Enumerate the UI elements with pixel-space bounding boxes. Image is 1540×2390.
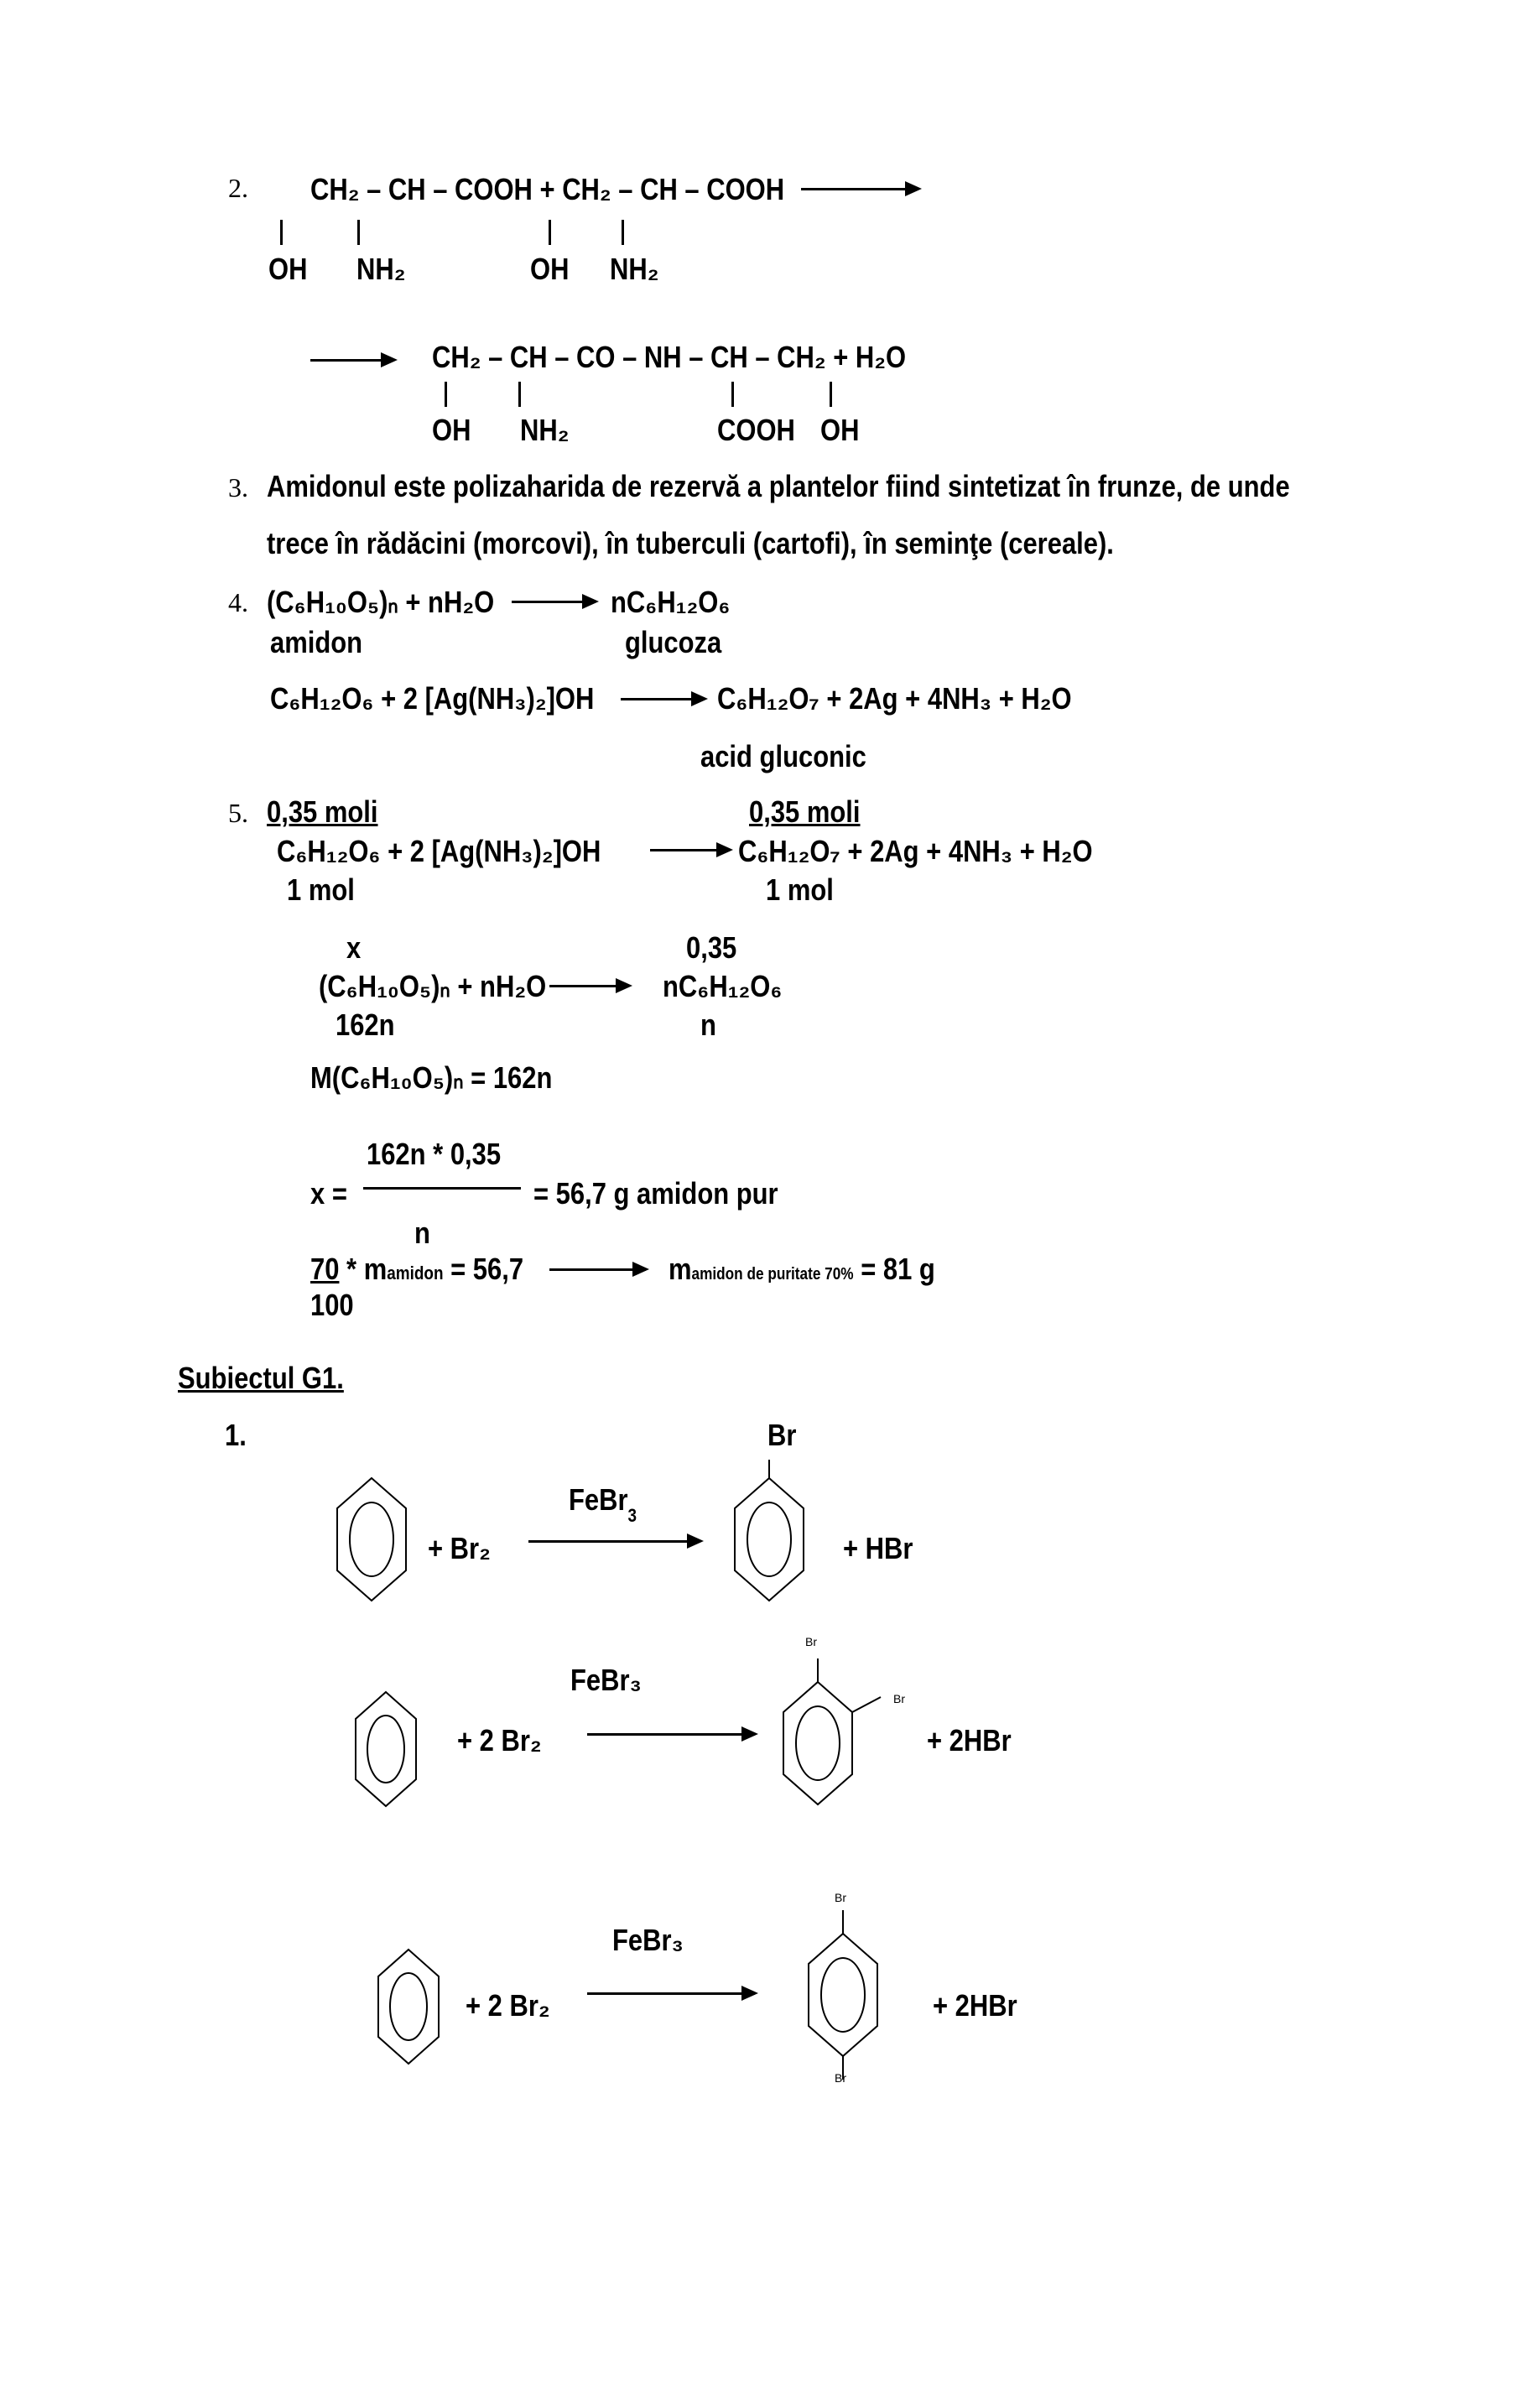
section-heading: Subiectul G1. bbox=[178, 1361, 344, 1395]
catalyst-febr3: FeBr₃ bbox=[612, 1923, 684, 1957]
result-subscript: amidon de puritate 70% bbox=[691, 1265, 854, 1284]
fraction-denominator: n bbox=[414, 1216, 430, 1250]
bond-line bbox=[445, 382, 447, 407]
reagent-2br2: + 2 Br₂ bbox=[457, 1723, 542, 1757]
hydrolysis-reactants: (C₆H₁₀O₅)ₙ + nH₂O bbox=[267, 585, 495, 619]
paragraph-line: trece în rădăcini (morcovi), în tuberculi (cartofi), în seminţe (cereale). bbox=[267, 526, 1114, 560]
purity-subscript: amidon bbox=[387, 1263, 444, 1284]
coefficient-n: n bbox=[700, 1008, 716, 1042]
dibromobenzene-para-icon bbox=[805, 1908, 881, 2085]
one-mol-left: 1 mol bbox=[287, 872, 355, 907]
bromobenzene-icon bbox=[731, 1460, 807, 1602]
unknown-x: x bbox=[346, 930, 362, 965]
substituent-cooh: COOH bbox=[717, 413, 795, 447]
reaction-2-products: CH₂ – CH – CO – NH – CH – CH₂ + H₂O bbox=[432, 340, 907, 374]
calc-reactants: C₆H₁₂O₆ + 2 [Ag(NH₃)₂]OH bbox=[277, 834, 601, 868]
benzene-ring-icon bbox=[375, 1948, 442, 2065]
label-acid-gluconic: acid gluconic bbox=[700, 739, 866, 773]
purity-100: 100 bbox=[310, 1288, 354, 1322]
fraction-bar bbox=[363, 1187, 521, 1190]
molar-mass: M(C₆H₁₀O₅)ₙ = 162n bbox=[310, 1060, 553, 1095]
catalyst-febr3: FeBr₃ bbox=[570, 1663, 642, 1697]
purity-70: 70 bbox=[310, 1252, 340, 1286]
substituent-oh: OH bbox=[432, 413, 471, 447]
bromine-label: Br bbox=[767, 1418, 797, 1452]
bromine-label-small: Br bbox=[805, 1635, 817, 1648]
result-eq: = 81 g bbox=[853, 1252, 935, 1286]
moles-left: 0,35 moli bbox=[267, 794, 378, 829]
reagent-2br2: + 2 Br₂ bbox=[466, 1988, 550, 2023]
product-hbr: + HBr bbox=[843, 1531, 913, 1565]
arrow-5c bbox=[549, 1268, 646, 1271]
product-2hbr: + 2HBr bbox=[927, 1723, 1012, 1757]
catalyst-text: FeBr bbox=[569, 1482, 628, 1517]
arrow-g1a bbox=[528, 1540, 700, 1543]
purity-equation bbox=[310, 1254, 523, 1284]
bromine-label-small: Br bbox=[893, 1692, 905, 1705]
item-number-2: 2. bbox=[228, 173, 248, 203]
bond-line bbox=[622, 220, 624, 245]
arrow-5a bbox=[650, 849, 730, 851]
label-amidon: amidon bbox=[270, 625, 363, 659]
value-035: 0,35 bbox=[686, 930, 737, 965]
reagent-br2: + Br₂ bbox=[428, 1531, 491, 1565]
tollens-reactants: C₆H₁₂O₆ + 2 [Ag(NH₃)₂]OH bbox=[270, 681, 595, 716]
benzene-ring-icon bbox=[334, 1476, 409, 1602]
substituent-oh: OH bbox=[820, 413, 860, 447]
calc-products: C₆H₁₂O₇ + 2Ag + 4NH₃ + H₂O bbox=[738, 834, 1093, 868]
substituent-oh: OH bbox=[268, 252, 308, 286]
paragraph-line: Amidonul este polizaharida de rezervă a plantelor fiind sintetizat în frunze, de unde bbox=[267, 469, 1290, 503]
hydrolysis-reactants-2: (C₆H₁₀O₅)ₙ + nH₂O bbox=[319, 969, 547, 1003]
catalyst-subscript: 3 bbox=[627, 1505, 637, 1526]
label-glucoza: glucoza bbox=[625, 625, 722, 659]
product-2hbr: + 2HBr bbox=[933, 1988, 1017, 2023]
arrow-5b bbox=[549, 985, 629, 987]
dibromobenzene-ortho-icon bbox=[780, 1657, 889, 1816]
purity-result bbox=[669, 1254, 935, 1284]
bromine-label-small: Br bbox=[835, 2071, 846, 2085]
bond-line bbox=[830, 382, 832, 407]
item-number-g1-1: 1. bbox=[225, 1418, 247, 1452]
bond-line bbox=[280, 220, 283, 245]
item-number-5: 5. bbox=[228, 798, 248, 828]
fraction-numerator: 162n * 0,35 bbox=[367, 1137, 502, 1171]
bond-line bbox=[518, 382, 521, 407]
catalyst-febr3 bbox=[569, 1482, 637, 1526]
purity-eq: = 56,7 bbox=[443, 1252, 524, 1286]
tollens-products: C₆H₁₂O₇ + 2Ag + 4NH₃ + H₂O bbox=[717, 681, 1072, 716]
item-number-3: 3. bbox=[228, 472, 248, 502]
substituent-nh2: NH₂ bbox=[356, 252, 406, 286]
arrow-2b bbox=[310, 359, 394, 362]
hydrolysis-product-2: nC₆H₁₂O₆ bbox=[663, 969, 783, 1003]
molar-162n: 162n bbox=[336, 1008, 395, 1042]
reaction-2-reactants: CH₂ – CH – COOH + CH₂ – CH – COOH bbox=[310, 172, 785, 206]
arrow-4b bbox=[621, 698, 705, 700]
x-equals: x = bbox=[310, 1176, 347, 1211]
substituent-nh2: NH₂ bbox=[610, 252, 659, 286]
result-m: m bbox=[669, 1252, 692, 1286]
substituent-nh2: NH₂ bbox=[520, 413, 570, 447]
bond-line bbox=[357, 220, 360, 245]
one-mol-right: 1 mol bbox=[766, 872, 834, 907]
arrow-4a bbox=[512, 601, 596, 603]
bond-line bbox=[549, 220, 551, 245]
result-pure-amidon: = 56,7 g amidon pur bbox=[533, 1176, 778, 1211]
arrow-g1c bbox=[587, 1992, 755, 1995]
benzene-ring-icon bbox=[352, 1690, 419, 1808]
purity-mid: * m bbox=[339, 1252, 388, 1286]
substituent-oh: OH bbox=[530, 252, 570, 286]
moles-right: 0,35 moli bbox=[749, 794, 861, 829]
arrow-g1b bbox=[587, 1733, 755, 1736]
item-number-4: 4. bbox=[228, 587, 248, 617]
hydrolysis-product: nC₆H₁₂O₆ bbox=[611, 585, 731, 619]
bond-line bbox=[731, 382, 734, 407]
arrow-2a bbox=[801, 188, 918, 190]
bromine-label-small: Br bbox=[835, 1891, 846, 1904]
